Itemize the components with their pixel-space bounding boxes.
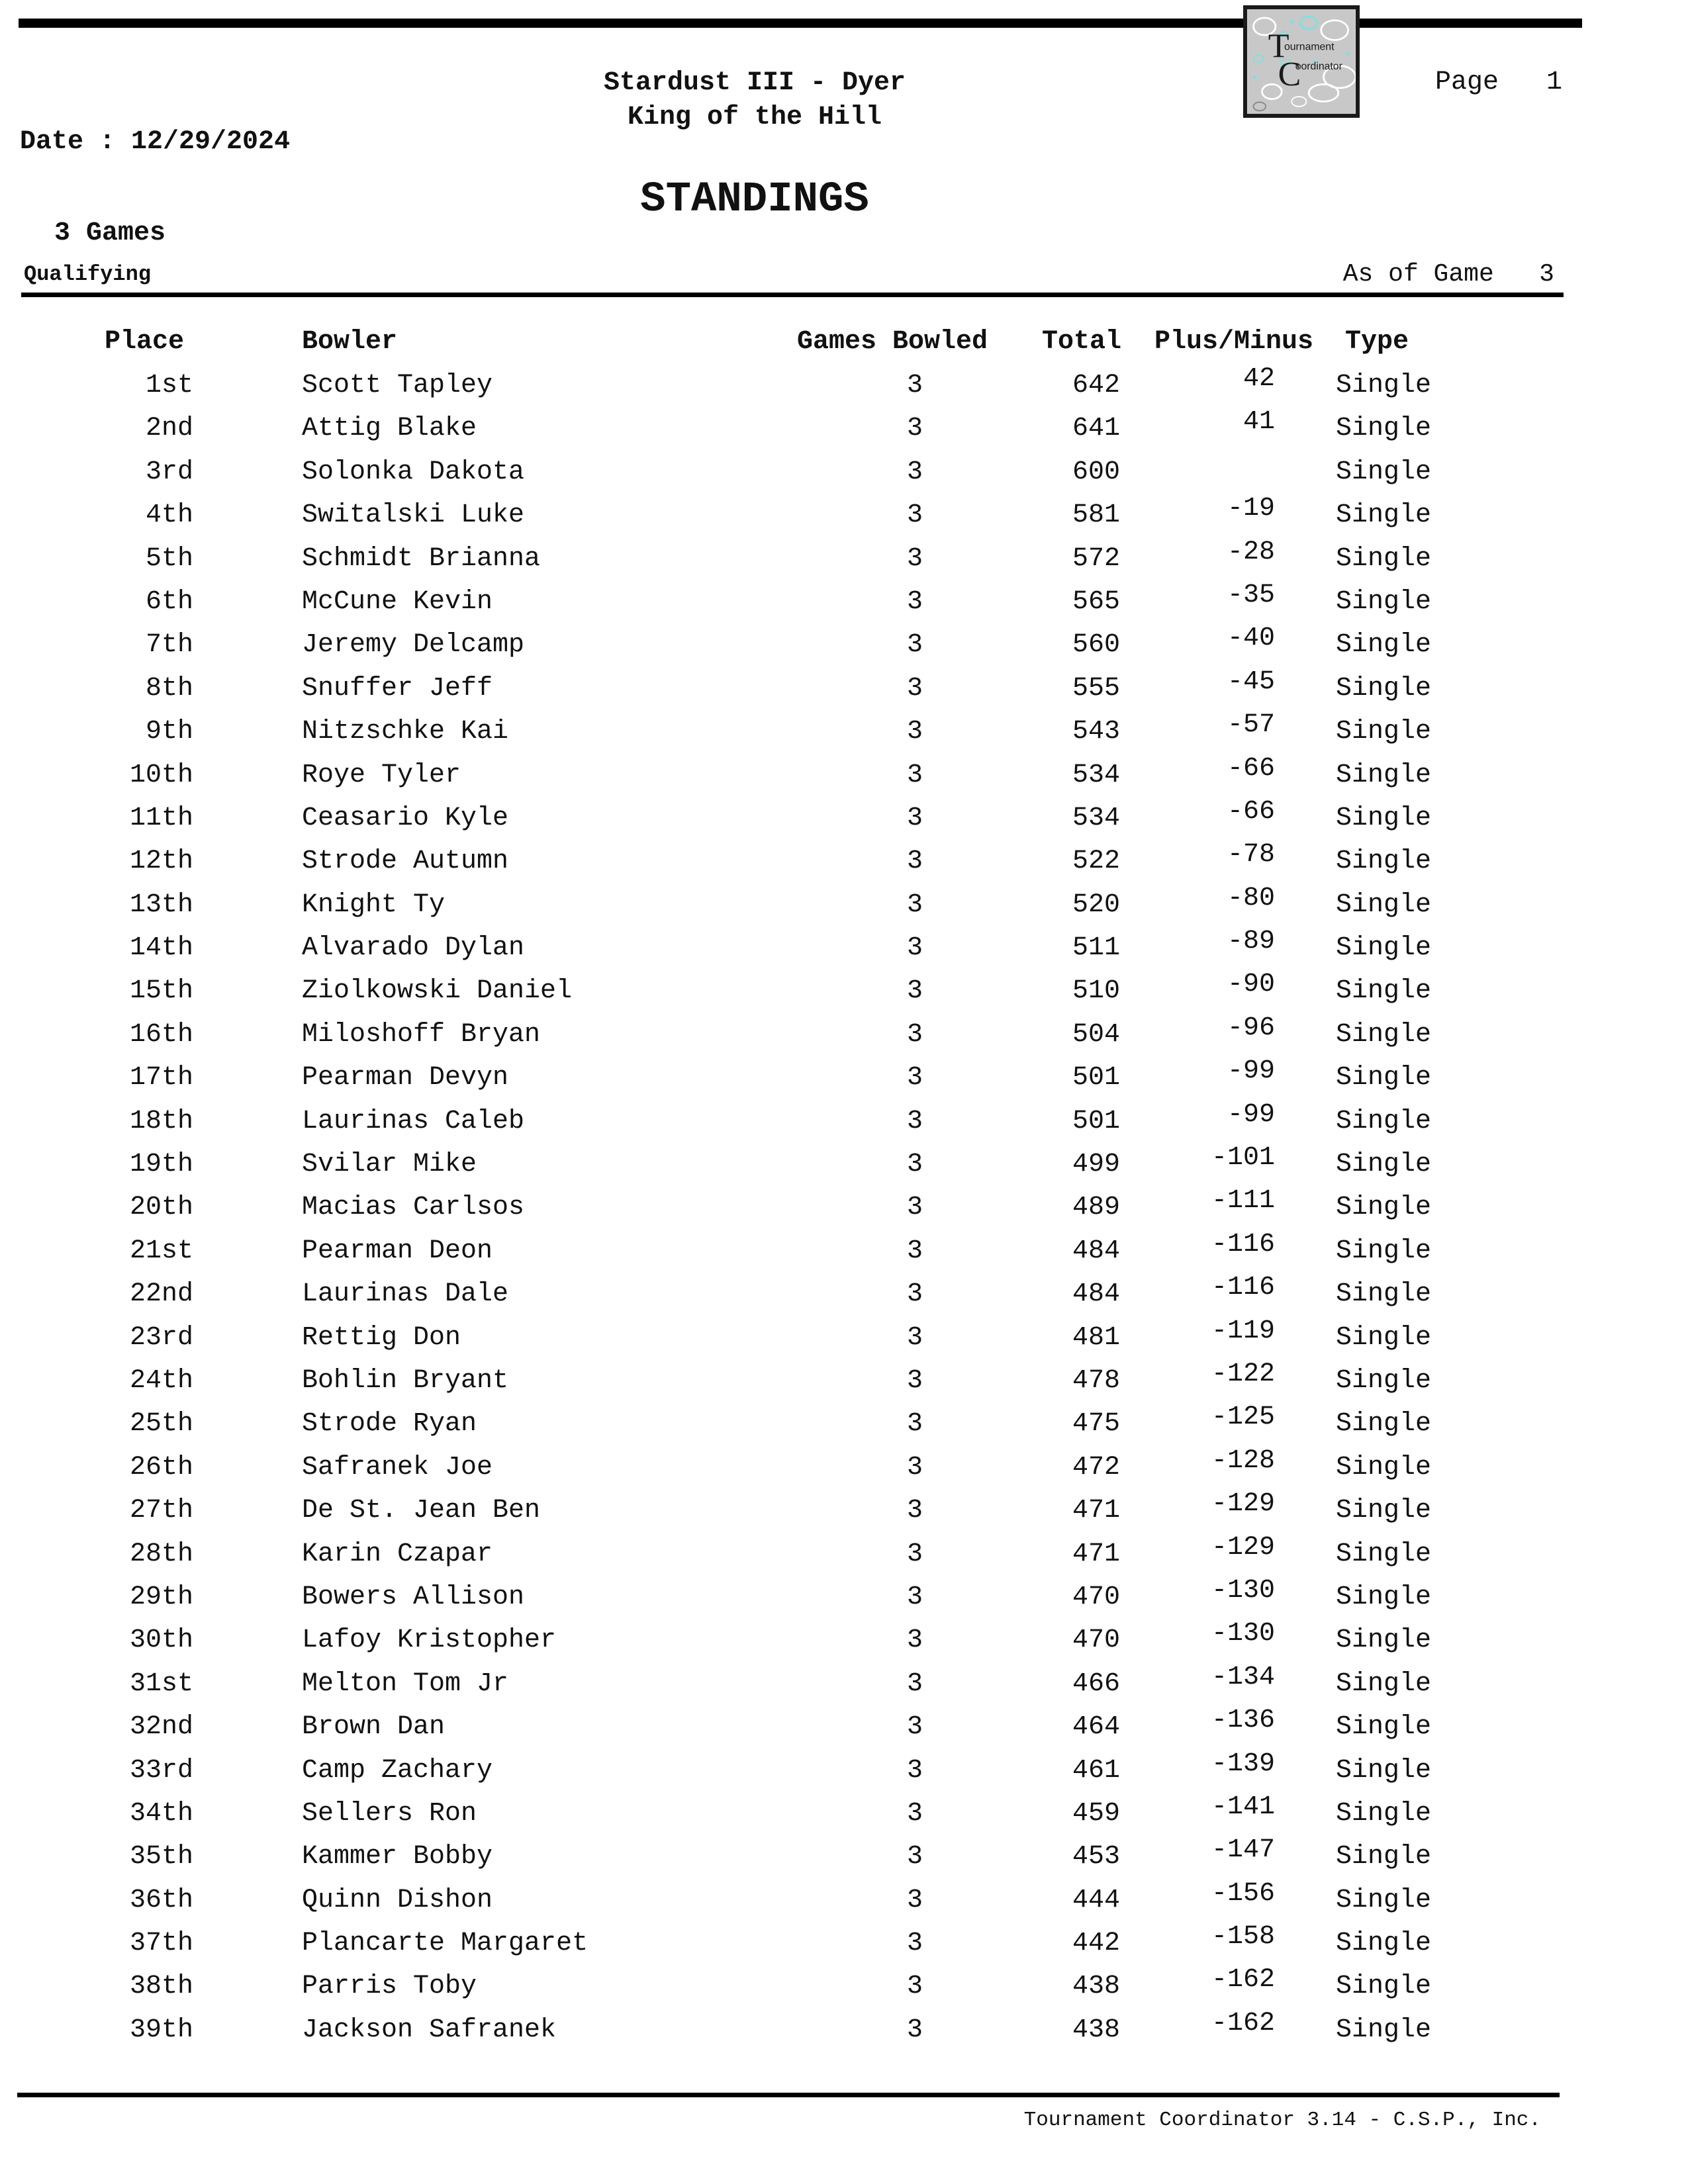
- type-cell: Single: [1336, 2015, 1432, 2045]
- place-cell: 31st: [129, 1668, 193, 1699]
- bowler-name-cell: Rettig Don: [302, 1322, 461, 1353]
- games-bowled-cell: 3: [907, 1236, 923, 1266]
- column-header-type: Type: [1345, 327, 1409, 357]
- place-cell: 15th: [129, 976, 193, 1007]
- total-cell: 581: [1072, 500, 1120, 531]
- total-cell: 642: [1072, 371, 1120, 400]
- bowler-name-cell: Jeremy Delcamp: [302, 630, 525, 660]
- plus-minus-cell: -99: [1227, 1056, 1275, 1087]
- bowler-name-cell: McCune Kevin: [302, 586, 493, 617]
- column-header-place: Place: [105, 327, 185, 357]
- total-cell: 543: [1072, 717, 1120, 747]
- total-cell: 453: [1072, 1842, 1120, 1872]
- games-bowled-cell: 3: [907, 1885, 923, 1915]
- place-cell: 29th: [129, 1582, 193, 1612]
- plus-minus-cell: -136: [1211, 1706, 1275, 1736]
- plus-minus-cell: -156: [1211, 1878, 1275, 1909]
- bowler-name-cell: Knight Ty: [302, 889, 445, 920]
- type-cell: Single: [1336, 1019, 1432, 1050]
- bowler-name-cell: Roye Tyler: [302, 760, 461, 790]
- bowler-name-cell: Pearman Deon: [302, 1236, 493, 1266]
- plus-minus-cell: -19: [1227, 494, 1275, 524]
- header-left: [20, 66, 290, 279]
- total-cell: 475: [1072, 1409, 1120, 1439]
- total-cell: 484: [1072, 1279, 1120, 1310]
- type-cell: Single: [1336, 500, 1432, 531]
- games-bowled-cell: 3: [907, 673, 923, 704]
- games-bowled-cell: 3: [907, 371, 923, 400]
- total-cell: 478: [1072, 1365, 1120, 1396]
- bowler-name-cell: Melton Tom Jr: [302, 1668, 509, 1699]
- games-bowled-cell: 3: [907, 1365, 923, 1396]
- type-cell: Single: [1336, 717, 1432, 747]
- type-cell: Single: [1336, 1582, 1432, 1612]
- table-row: [0, 796, 1688, 845]
- games-bowled-cell: 3: [907, 803, 923, 833]
- total-cell: 438: [1072, 2015, 1120, 2045]
- table-row: [0, 494, 1688, 542]
- place-cell: 17th: [129, 1063, 193, 1093]
- bowler-name-cell: Parris Toby: [302, 1972, 477, 2002]
- place-cell: 12th: [129, 846, 193, 877]
- plus-minus-cell: -122: [1211, 1359, 1275, 1389]
- total-cell: 489: [1072, 1193, 1120, 1223]
- type-cell: Single: [1336, 371, 1432, 400]
- table-row: [0, 407, 1688, 455]
- table-header: [0, 326, 1688, 359]
- games-bowled-cell: 3: [907, 889, 923, 920]
- plus-minus-cell: -134: [1211, 1662, 1275, 1692]
- plus-minus-cell: -141: [1211, 1792, 1275, 1822]
- type-cell: Single: [1336, 1842, 1432, 1872]
- type-cell: Single: [1336, 414, 1432, 444]
- place-cell: 37th: [129, 1929, 193, 1959]
- place-cell: 16th: [129, 1019, 193, 1050]
- standings-table: [0, 364, 1688, 2057]
- table-row: [0, 623, 1688, 672]
- plus-minus-cell: -101: [1211, 1143, 1275, 1173]
- games-bowled-cell: 3: [907, 1279, 923, 1310]
- table-row: [0, 1099, 1688, 1148]
- games-bowled-cell: 3: [907, 1625, 923, 1656]
- place-cell: 3rd: [145, 457, 193, 487]
- bowler-name-cell: Ceasario Kyle: [302, 803, 509, 833]
- bowler-name-cell: Laurinas Caleb: [302, 1106, 525, 1136]
- plus-minus-cell: -125: [1211, 1402, 1275, 1433]
- total-cell: 560: [1072, 630, 1120, 660]
- games-bowled-cell: 3: [907, 1582, 923, 1612]
- type-cell: Single: [1336, 803, 1432, 833]
- games-bowled-cell: 3: [907, 760, 923, 790]
- logo-letter-c: C: [1278, 56, 1301, 94]
- games-bowled-cell: 3: [907, 976, 923, 1007]
- table-row: [0, 580, 1688, 629]
- bowler-name-cell: Camp Zachary: [302, 1755, 493, 1786]
- type-cell: Single: [1336, 543, 1432, 574]
- bowler-name-cell: Ziolkowski Daniel: [302, 976, 573, 1007]
- plus-minus-cell: -96: [1227, 1013, 1275, 1043]
- plus-minus-cell: -119: [1211, 1316, 1275, 1346]
- total-cell: 522: [1072, 846, 1120, 877]
- place-cell: 23rd: [129, 1322, 193, 1353]
- type-cell: Single: [1336, 1668, 1432, 1699]
- table-row: [0, 1445, 1688, 1494]
- total-cell: 470: [1072, 1582, 1120, 1612]
- type-cell: Single: [1336, 760, 1432, 790]
- bowler-name-cell: Alvarado Dylan: [302, 933, 525, 964]
- total-cell: 459: [1072, 1798, 1120, 1829]
- total-cell: 471: [1072, 1539, 1120, 1569]
- games-bowled-cell: 3: [907, 1712, 923, 1743]
- bowler-name-cell: Snuffer Jeff: [302, 673, 493, 704]
- column-header-total: Total: [1042, 327, 1122, 357]
- place-cell: 20th: [129, 1193, 193, 1223]
- total-cell: 472: [1072, 1452, 1120, 1482]
- table-row: [0, 1013, 1688, 1062]
- plus-minus-cell: -80: [1227, 883, 1275, 913]
- plus-minus-cell: 42: [1243, 364, 1275, 394]
- table-row: [0, 1489, 1688, 1537]
- table-row: [0, 537, 1688, 586]
- table-row: [0, 1532, 1688, 1581]
- logo-word-1: ournament: [1284, 41, 1335, 53]
- total-cell: 438: [1072, 1972, 1120, 2002]
- plus-minus-cell: -130: [1211, 1619, 1275, 1649]
- type-cell: Single: [1336, 1798, 1432, 1829]
- games-bowled-cell: 3: [907, 933, 923, 964]
- place-cell: 11th: [129, 803, 193, 833]
- bowler-name-cell: Macias Carlsos: [302, 1193, 525, 1223]
- place-cell: 21st: [129, 1236, 193, 1266]
- bowler-name-cell: Scott Tapley: [302, 371, 493, 400]
- event-subtitle: King of the Hill: [627, 103, 882, 132]
- games-bowled-cell: 3: [907, 1755, 923, 1786]
- table-row: [0, 364, 1688, 412]
- type-cell: Single: [1336, 1322, 1432, 1353]
- type-cell: Single: [1336, 1106, 1432, 1136]
- plus-minus-cell: -89: [1227, 927, 1275, 957]
- table-row: [0, 1835, 1688, 1884]
- games-bowled-cell: 3: [907, 500, 923, 531]
- bowler-name-cell: Svilar Mike: [302, 1150, 477, 1180]
- place-cell: 8th: [145, 673, 193, 704]
- type-cell: Single: [1336, 1712, 1432, 1743]
- total-cell: 572: [1072, 543, 1120, 574]
- table-row: [0, 1186, 1688, 1234]
- total-cell: 520: [1072, 889, 1120, 920]
- total-cell: 461: [1072, 1755, 1120, 1786]
- type-cell: Single: [1336, 1193, 1432, 1223]
- place-cell: 22nd: [129, 1279, 193, 1310]
- bowler-name-cell: Laurinas Dale: [302, 1279, 509, 1310]
- games-count: 3 Games: [54, 218, 166, 248]
- plus-minus-cell: -116: [1211, 1229, 1275, 1259]
- place-cell: 25th: [129, 1409, 193, 1439]
- plus-minus-cell: -66: [1227, 753, 1275, 784]
- place-cell: 28th: [129, 1539, 193, 1569]
- plus-minus-cell: -116: [1211, 1273, 1275, 1303]
- total-cell: 555: [1072, 673, 1120, 704]
- place-cell: 9th: [145, 717, 193, 747]
- place-cell: 39th: [129, 2015, 193, 2045]
- total-cell: 470: [1072, 1625, 1120, 1656]
- games-bowled-cell: 3: [907, 1929, 923, 1959]
- place-cell: 6th: [145, 586, 193, 617]
- table-row: [0, 970, 1688, 1018]
- type-cell: Single: [1336, 1539, 1432, 1569]
- total-cell: 600: [1072, 457, 1120, 487]
- plus-minus-cell: -111: [1211, 1186, 1275, 1216]
- bowler-name-cell: Kammer Bobby: [302, 1842, 493, 1872]
- plus-minus-cell: -129: [1211, 1489, 1275, 1520]
- place-cell: 14th: [129, 933, 193, 964]
- table-row: [0, 1662, 1688, 1711]
- table-row: [0, 456, 1688, 499]
- bowler-name-cell: Miloshoff Bryan: [302, 1019, 541, 1050]
- table-row: [0, 1316, 1688, 1365]
- total-cell: 501: [1072, 1106, 1120, 1136]
- logo-word-2: oordinator: [1295, 61, 1342, 73]
- total-cell: 481: [1072, 1322, 1120, 1353]
- event-name: Stardust III - Dyer: [603, 68, 906, 98]
- plus-minus-cell: -147: [1211, 1835, 1275, 1866]
- games-bowled-cell: 3: [907, 1452, 923, 1482]
- total-cell: 534: [1072, 803, 1120, 833]
- type-cell: Single: [1336, 1755, 1432, 1786]
- games-bowled-cell: 3: [907, 1668, 923, 1699]
- table-row: [0, 2008, 1688, 2057]
- report-date: Date : 12/29/2024: [20, 127, 291, 157]
- table-row: [0, 710, 1688, 758]
- bowler-name-cell: Nitzschke Kai: [302, 717, 509, 747]
- table-row: [0, 1749, 1688, 1797]
- place-cell: 24th: [129, 1365, 193, 1396]
- header-center: [490, 66, 1019, 135]
- bowler-name-cell: Strode Ryan: [302, 1409, 477, 1439]
- table-row: [0, 1922, 1688, 1970]
- column-header-bowler: Bowler: [302, 327, 398, 357]
- games-bowled-cell: 3: [907, 1193, 923, 1223]
- games-bowled-cell: 3: [907, 717, 923, 747]
- logo-letter-t: T: [1268, 27, 1289, 66]
- plus-minus-cell: -35: [1227, 580, 1275, 610]
- type-cell: Single: [1336, 846, 1432, 877]
- column-header-plus-minus: Plus/Minus: [1154, 327, 1314, 357]
- plus-minus-cell: -128: [1211, 1445, 1275, 1476]
- games-bowled-cell: 3: [907, 1019, 923, 1050]
- games-bowled-cell: 3: [907, 457, 923, 487]
- place-cell: 35th: [129, 1842, 193, 1872]
- place-cell: 26th: [129, 1452, 193, 1482]
- games-bowled-cell: 3: [907, 1842, 923, 1872]
- place-cell: 19th: [129, 1150, 193, 1180]
- table-row: [0, 1229, 1688, 1278]
- place-cell: 13th: [129, 889, 193, 920]
- total-cell: 641: [1072, 414, 1120, 444]
- type-cell: Single: [1336, 457, 1432, 487]
- as-of-game: As of Game 3: [1342, 260, 1554, 289]
- games-bowled-cell: 3: [907, 1150, 923, 1180]
- total-cell: 466: [1072, 1668, 1120, 1699]
- bowler-name-cell: Plancarte Margaret: [302, 1929, 588, 1959]
- place-cell: 2nd: [145, 414, 193, 444]
- total-cell: 444: [1072, 1885, 1120, 1915]
- total-cell: 511: [1072, 933, 1120, 964]
- games-bowled-cell: 3: [907, 1496, 923, 1526]
- bowler-name-cell: Lafoy Kristopher: [302, 1625, 557, 1656]
- page-number: Page 1: [1434, 68, 1562, 97]
- place-cell: 32nd: [129, 1712, 193, 1743]
- table-row: [0, 753, 1688, 802]
- place-cell: 36th: [129, 1885, 193, 1915]
- plus-minus-cell: -90: [1227, 970, 1275, 1000]
- table-row: [0, 1143, 1688, 1191]
- table-row: [0, 927, 1688, 975]
- games-bowled-cell: 3: [907, 2015, 923, 2045]
- bowler-name-cell: De St. Jean Ben: [302, 1496, 541, 1526]
- logo-graphic: [1247, 9, 1356, 114]
- plus-minus-cell: -158: [1211, 1922, 1275, 1952]
- place-cell: 18th: [129, 1106, 193, 1136]
- plus-minus-cell: -162: [1211, 2008, 1275, 2038]
- type-cell: Single: [1336, 1929, 1432, 1959]
- games-bowled-cell: 3: [907, 543, 923, 574]
- total-cell: 471: [1072, 1496, 1120, 1526]
- table-row: [0, 1402, 1688, 1451]
- table-row: [0, 1878, 1688, 1927]
- total-cell: 501: [1072, 1063, 1120, 1093]
- total-cell: 499: [1072, 1150, 1120, 1180]
- games-bowled-cell: 3: [907, 1798, 923, 1829]
- bowler-name-cell: Attig Blake: [302, 414, 477, 444]
- plus-minus-cell: -45: [1227, 666, 1275, 697]
- plus-minus-cell: -99: [1227, 1099, 1275, 1130]
- bowler-name-cell: Strode Autumn: [302, 846, 509, 877]
- bowler-name-cell: Safranek Joe: [302, 1452, 493, 1482]
- type-cell: Single: [1336, 1236, 1432, 1266]
- place-cell: 5th: [145, 543, 193, 574]
- section-name: Qualifying: [24, 262, 152, 287]
- bowler-name-cell: Sellers Ron: [302, 1798, 477, 1829]
- place-cell: 34th: [129, 1798, 193, 1829]
- type-cell: Single: [1336, 673, 1432, 704]
- bowler-name-cell: Quinn Dishon: [302, 1885, 493, 1915]
- table-row: [0, 1359, 1688, 1408]
- place-cell: 33rd: [129, 1755, 193, 1786]
- plus-minus-cell: -162: [1211, 1965, 1275, 1995]
- games-bowled-cell: 3: [907, 1972, 923, 2002]
- total-cell: 484: [1072, 1236, 1120, 1266]
- bowler-name-cell: Pearman Devyn: [302, 1063, 509, 1093]
- games-bowled-cell: 3: [907, 1322, 923, 1353]
- type-cell: Single: [1336, 1063, 1432, 1093]
- bowler-name-cell: Schmidt Brianna: [302, 543, 541, 574]
- table-row: [0, 1792, 1688, 1841]
- total-cell: 534: [1072, 760, 1120, 790]
- type-cell: Single: [1336, 1409, 1432, 1439]
- type-cell: Single: [1336, 1279, 1432, 1310]
- games-bowled-cell: 3: [907, 586, 923, 617]
- header-rule: [21, 293, 1564, 297]
- bowler-name-cell: Jackson Safranek: [302, 2015, 557, 2045]
- games-bowled-cell: 3: [907, 1063, 923, 1093]
- type-cell: Single: [1336, 976, 1432, 1007]
- table-row: [0, 1619, 1688, 1667]
- total-cell: 464: [1072, 1712, 1120, 1743]
- type-cell: Single: [1336, 1885, 1432, 1915]
- table-row: [0, 666, 1688, 715]
- table-row: [0, 1056, 1688, 1105]
- place-cell: 27th: [129, 1496, 193, 1526]
- type-cell: Single: [1336, 1972, 1432, 2002]
- table-row: [0, 1273, 1688, 1321]
- type-cell: Single: [1336, 1365, 1432, 1396]
- total-cell: 565: [1072, 586, 1120, 617]
- type-cell: Single: [1336, 1150, 1432, 1180]
- plus-minus-cell: -130: [1211, 1575, 1275, 1606]
- type-cell: Single: [1336, 933, 1432, 964]
- type-cell: Single: [1336, 1625, 1432, 1656]
- games-bowled-cell: 3: [907, 630, 923, 660]
- type-cell: Single: [1336, 1452, 1432, 1482]
- plus-minus-cell: -40: [1227, 623, 1275, 654]
- table-row: [0, 1575, 1688, 1624]
- plus-minus-cell: -78: [1227, 840, 1275, 870]
- plus-minus-cell: -66: [1227, 796, 1275, 827]
- plus-minus-cell: -139: [1211, 1749, 1275, 1779]
- games-bowled-cell: 3: [907, 846, 923, 877]
- total-cell: 442: [1072, 1929, 1120, 1959]
- bowler-name-cell: Bohlin Bryant: [302, 1365, 509, 1396]
- plus-minus-cell: -28: [1227, 537, 1275, 567]
- games-bowled-cell: 3: [907, 1409, 923, 1439]
- type-cell: Single: [1336, 586, 1432, 617]
- column-header-games-bowled: Games Bowled: [797, 327, 988, 357]
- plus-minus-cell: -129: [1211, 1532, 1275, 1563]
- type-cell: Single: [1336, 630, 1432, 660]
- table-row: [0, 840, 1688, 888]
- bottom-rule: [17, 2093, 1560, 2097]
- bowler-name-cell: Solonka Dakota: [302, 457, 525, 487]
- games-bowled-cell: 3: [907, 1106, 923, 1136]
- place-cell: 10th: [129, 760, 193, 790]
- total-cell: 504: [1072, 1019, 1120, 1050]
- bowler-name-cell: Karin Czapar: [302, 1539, 493, 1569]
- bowler-name-cell: Bowers Allison: [302, 1582, 525, 1612]
- games-bowled-cell: 3: [907, 1539, 923, 1569]
- tournament-coordinator-logo: [1243, 5, 1360, 118]
- total-cell: 510: [1072, 976, 1120, 1007]
- plus-minus-cell: -57: [1227, 710, 1275, 741]
- plus-minus-cell: 41: [1243, 407, 1275, 437]
- games-bowled-cell: 3: [907, 414, 923, 444]
- table-row: [0, 1706, 1688, 1754]
- place-cell: 1st: [145, 371, 193, 400]
- bowler-name-cell: Brown Dan: [302, 1712, 445, 1743]
- table-row: [0, 883, 1688, 932]
- table-row: [0, 1965, 1688, 2013]
- type-cell: Single: [1336, 1496, 1432, 1526]
- place-cell: 4th: [145, 500, 193, 531]
- type-cell: Single: [1336, 889, 1432, 920]
- place-cell: 7th: [145, 630, 193, 660]
- footer-credit: Tournament Coordinator 3.14 - C.S.P., Inc.: [1023, 2109, 1541, 2132]
- place-cell: 30th: [129, 1625, 193, 1656]
- place-cell: 38th: [129, 1972, 193, 2002]
- bowler-name-cell: Switalski Luke: [302, 500, 525, 531]
- page-title: STANDINGS: [640, 176, 869, 224]
